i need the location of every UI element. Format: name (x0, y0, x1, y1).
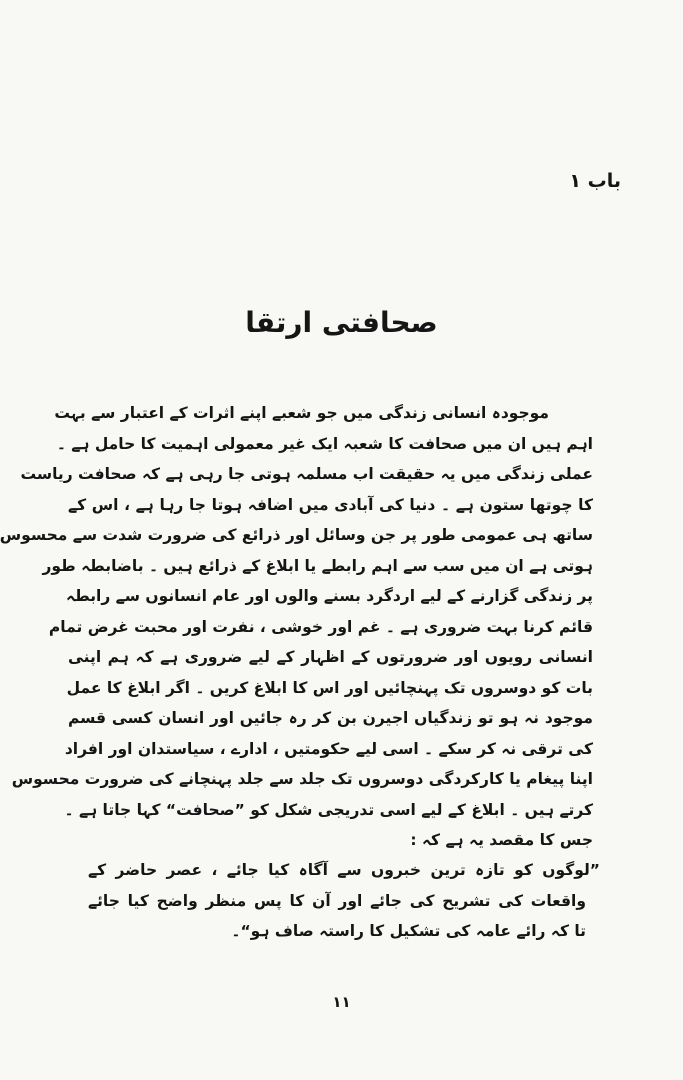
paragraph-line: بات کو دوسروں تک پہنچائیں اور اس کا ابلاغ کریں ۔ اگر ابلاغ کا عمل (66, 678, 593, 697)
body-paragraph (0, 398, 593, 856)
paragraph-line: کی ترقی نہ کر سکے ۔ اسی لیے حکومتیں ، ادارے ، سیاستدان اور افراد (64, 739, 593, 758)
paragraph-line: عملی زندگی میں یہ حقیقت اب مسلمہ ہوتی جا رہی ہے کہ صحافت ریاست (20, 465, 593, 483)
paragraph-line: انسانی رویوں اور ضرورتوں کے اظہار کے لیے ضروری ہے کہ ہم اپنی (68, 648, 593, 666)
block-quote (88, 855, 608, 947)
paragraph-line: اہم ہیں ان میں صحافت کا شعبہ ایک غیر معمولی اہمیت کا حامل ہے ۔ (56, 434, 593, 453)
chapter-label: باب ۱ (569, 170, 621, 192)
page-title: صحافتی ارتقا (245, 306, 438, 339)
paragraph-line: کا چوتھا ستون ہے ۔ دنیا کی آبادی میں اضافہ ہوتا جا رہا ہے ، اس کے (68, 495, 593, 514)
paragraph-line: پر زندگی گزارنے کے لیے اردگرد بسنے والوں اور عام انسانوں سے رابطہ (66, 587, 593, 605)
page-number: ۱۱ (332, 993, 351, 1011)
paragraph-line: ساتھ ہی عمومی طور پر جن وسائل اور ذرائع کی ضرورت شدت سے محسوس (0, 526, 593, 544)
paragraph-line: کرتے ہیں ۔ ابلاغ کے لیے اسی تدریجی شکل کو ”صحافت“ کہا جاتا ہے ۔ (64, 800, 593, 819)
paragraph-line: جس کا مقصد یہ ہے کہ : (410, 831, 593, 849)
paragraph-line: موجود نہ ہو تو زندگیاں اجیرن بن کر رہ جائیں اور انسان کسی قسم (68, 709, 593, 727)
paragraph-line: موجودہ انسانی زندگی میں جو شعبے اپنے اثرات کے اعتبار سے بہت (54, 404, 549, 422)
paragraph-line: ہوتی ہے ان میں سب سے اہم رابطے یا ابلاغ کے ذرائع ہیں ۔ باضابطہ طور (42, 556, 593, 575)
quote-line: تا کہ رائے عامہ کی تشکیل کا راستہ صاف ہو“۔ (231, 922, 586, 940)
quote-line: واقعات کی تشریح کی جائے اور آن کا پس منظر واضح کیا جائے (88, 891, 586, 910)
paragraph-line: قائم کرنا بہت ضروری ہے ۔ غم اور خوشی ، نفرت اور محبت غرض تمام (48, 617, 593, 636)
paragraph-line: اپنا پیغام یا کارکردگی دوسروں تک جلد سے جلد پہنچانے کی ضرورت محسوس (11, 770, 593, 788)
quote-line: ”لوگوں کو تازہ ترین خبروں سے آگاہ کیا جائے ، عصر حاضر کے (88, 861, 600, 879)
